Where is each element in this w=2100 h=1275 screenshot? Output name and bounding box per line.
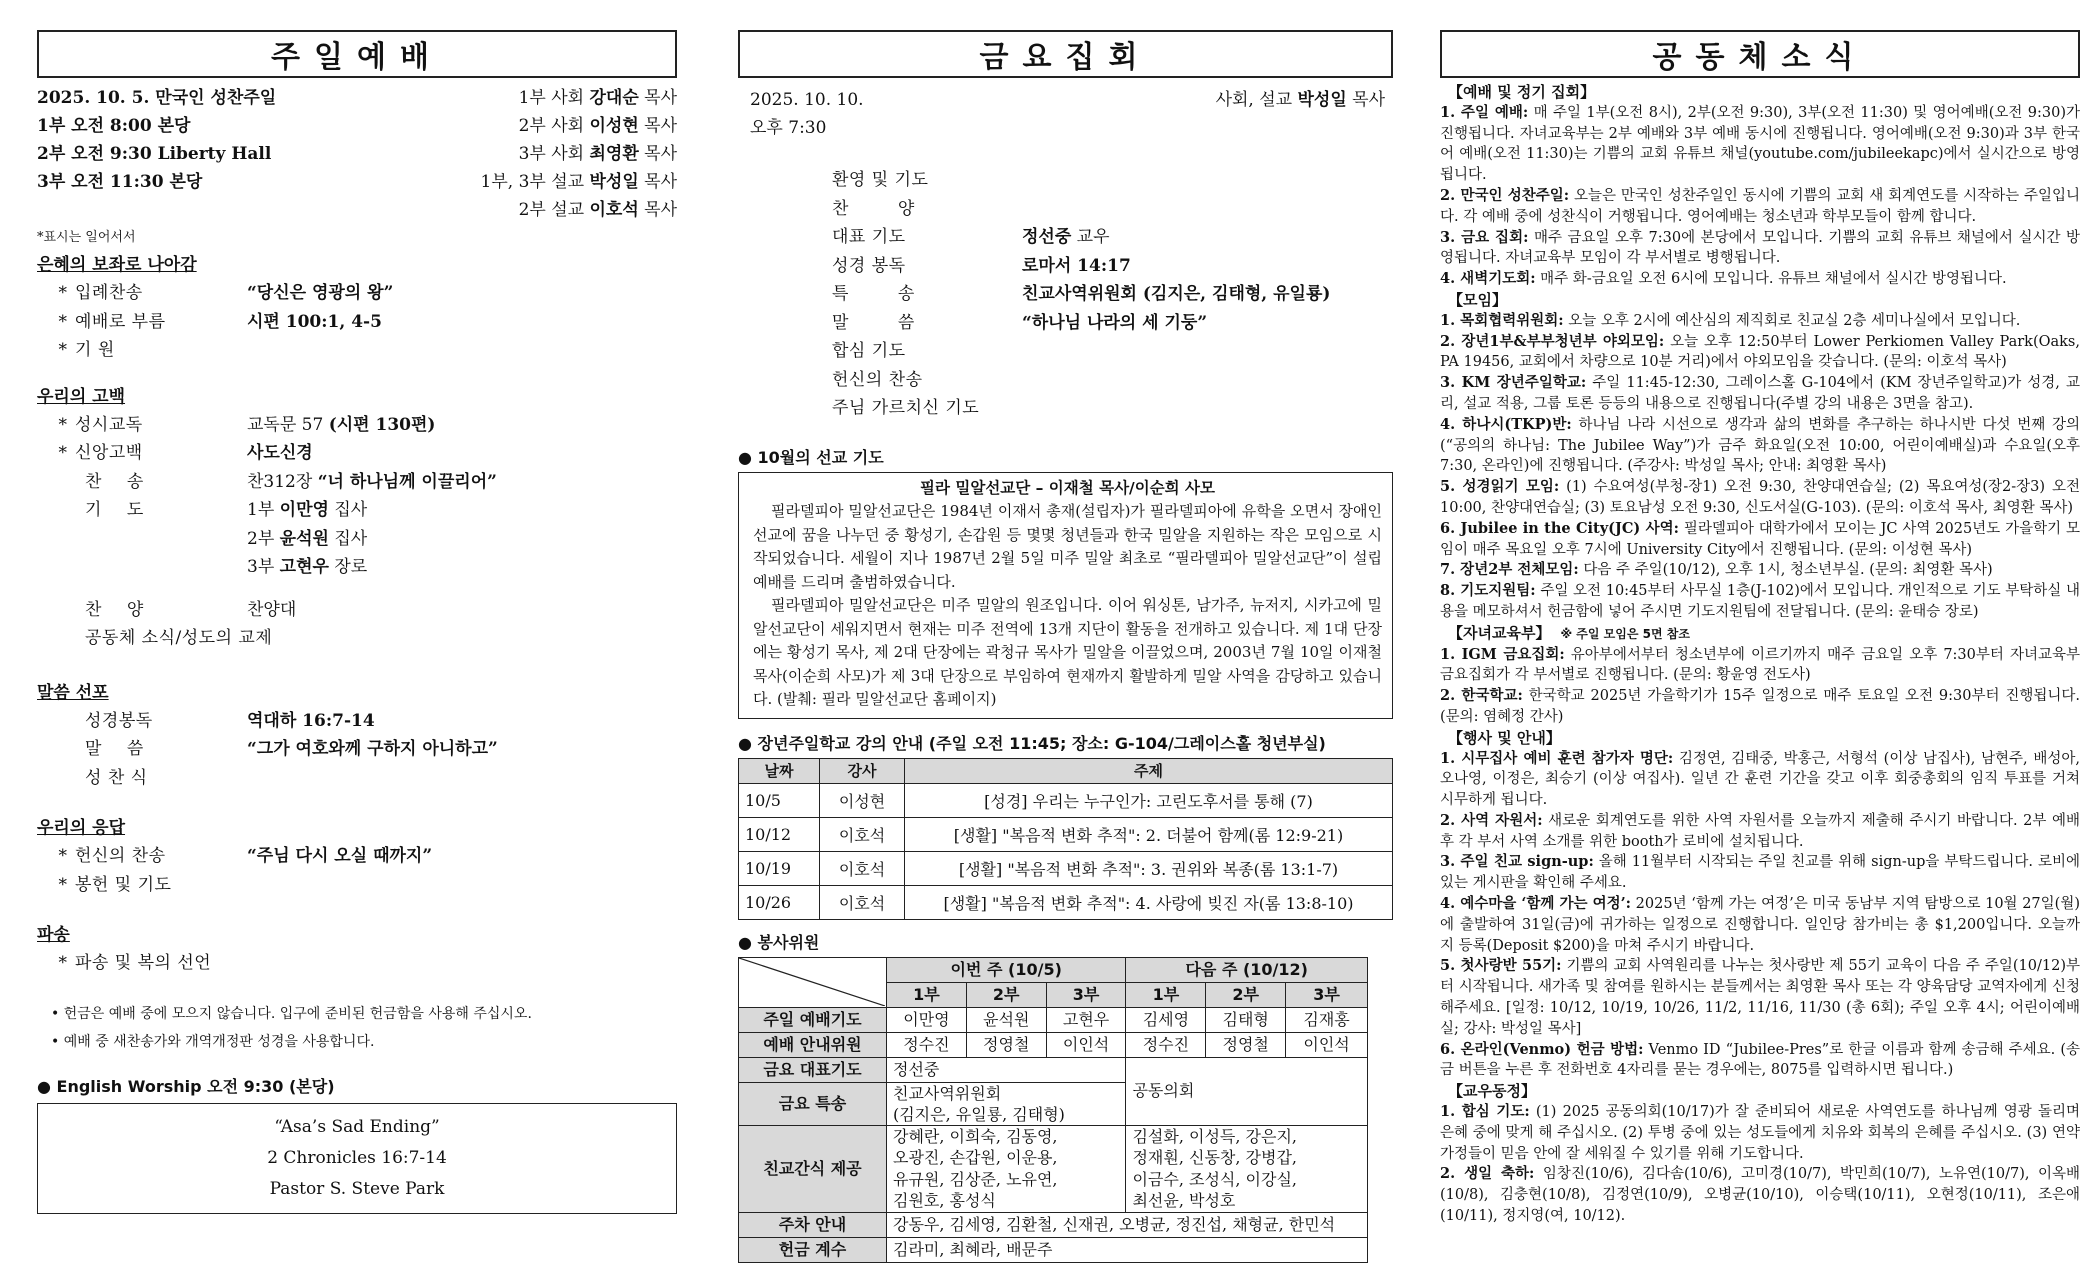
order-row: * 파송 및 복의 선언 [58, 953, 212, 973]
news-item: 8. 기도지원팀: 주일 오전 10:45부터 사무실 1층(J-102)에서 모입니다. 개인적으로 기도 부탁하실 내용을 메모하셔서 헌금함에 넣어 주시면 기도지원팀에 전달됩니다. (문의: 윤태승 장로) [1440, 582, 2081, 620]
news-item: 6. 온라인(Venmo) 헌금 방법: Venmo ID “Jubilee-Pres”로 한글 이름과 함께 송금해 주세요. (송금 버튼을 누른 후 전화번호 4자리를 묻는 경우에는, 8075를 입력하시면 됩니다.) [1440, 1040, 2080, 1079]
service-time-2: 2부 오전 9:30 Liberty Hall [37, 144, 272, 164]
friday-gathering-column [738, 30, 1393, 1263]
mission-paragraph: 필라델피아 밀알선교단은 1984년 이재서 총재(설립자)가 필라델피아에 유학을 오면서 장애인 선교에 꿈을 나누던 중 황성기, 손갑원 등 몇몇 청년들과 한국 밀알을 지원하는 작은 모임으로 시작되었습니다. 세월이 지나 1987년 2월 5일 미주 밀알 최초로 “필라델피아 밀알선교단”이 설립예배를 드리며 출범하였습니다. [753, 502, 1382, 591]
standing-note: *표시는 일어서서 [37, 230, 136, 245]
news-section-head: 【교우동정】 [1448, 1082, 1536, 1101]
order-row: 찬 양 찬양대 [85, 599, 297, 620]
news-item: 4. 하나시(TKP)반: 하나님 나라 시선으로 생각과 삶의 변화를 추구하는 하나시반 다섯 번째 강의(“공의의 하나님: The Jubilee Way”)가 금주 화요일(오전 10:00, 어린이예배실)과 수요일(오후 7:30, 온라인)에 진행됩니다. (주강사: 박성일 목사; 안내: 최영환 목사) [1440, 415, 2080, 475]
news-item: 4. 예수마을 ‘함께 가는 여정’: 2025년 ‘함께 가는 여정’은 미국 동남부 지역 탐방으로 10월 27일(월)에 출발하여 31일(금)에 귀가하는 일정으로 진행합니다. 일인당 참가비는 총 $1,200입니다. 오늘까지 등록(Deposit $200)을 마쳐 주시기 바랍니다. [1440, 895, 2080, 954]
news-item: 3. 주일 친교 sign-up: 올해 11월부터 시작되는 주일 친교를 위해 sign-up을 부탁드립니다. 로비에 있는 게시판을 확인해 주세요. [1440, 853, 2080, 892]
table-header-row [739, 957, 1368, 982]
order-row: 말 씀 “그가 여호와께 구하지 아니하고” [85, 739, 498, 759]
program-row: 헌신의 찬송 [832, 369, 923, 390]
news-item: 3. 금요 집회: 매주 금요일 오후 7:30에 본당에서 모입니다. 기쁨의 교회 유튜브 채널에서 실시간 방영됩니다. 자녀교육부 모임이 각 부서별로 병행됩니다. [1440, 228, 2081, 267]
friday-time: 오후 7:30 [750, 118, 827, 138]
order-row: 성경봉독 역대하 16:7-14 [85, 710, 375, 731]
table-row: 헌금 계수 김라미, 최혜라, 배문주 [739, 1237, 1368, 1262]
order-row: 3부 고현우 장로 [247, 557, 368, 577]
section-head: 우리의 고백 [37, 386, 126, 407]
sermon-title: “Asa’s Sad Ending” [274, 1116, 440, 1137]
program-row: 대표 기도 정선중 교우 [832, 227, 1110, 247]
news-item: 2. 생일 축하: 임창진(10/6), 김다솜(10/6), 고미경(10/7), 박민희(10/7), 노유연(10/7), 이옥배(10/8), 김충현(10/8), 김정연(10/9), 오병균(10/10), 이승택(10/11), 오현정(10/11), 조은애(10/11), 정지영(여, 10/12). [1440, 1165, 2081, 1225]
mission-paragraph: 필라델피아 밀알선교단은 미주 밀알의 원조입니다. 이어 워싱톤, 남가주, 뉴저지, 시카고에 밀알선교단이 세워지면서 현재는 미주 전역에 13개 지단이 활동을 전개하고 있습니다. 제 1대 단장에는 황성기 목사, 제 2대 단장에는 곽청규 목사가 밀알을 이끌었으며, 2003년 7월 10일 이재철 목사(이순희 사모)가 제 3대 단장으로 부임하여 현재까지 활발하게 밀알 사역을 감당하고 있습니다. (발췌: 필라 밀알선교단 홈페이지) [753, 596, 1382, 708]
service-date: 2025. 10. 5. 만국인 성찬주일 [37, 88, 277, 108]
news-item: 1. 합심 기도: (1) 2025 공동의회(10/17)가 잘 준비되어 새로운 사역연도를 하나님께 영광 돌리며 은혜 중에 맞게 해 주십시오. (2) 투병 중에 있는 성도들에게 치유와 회복의 은혜를 주십시오. (3) 연약 가정들이 믿음 안에 잘 세워질 수 있기를 위해 기도합니다. [1440, 1103, 2080, 1162]
news-body [1440, 82, 2080, 1227]
friday-host: 사회, 설교 박성일 목사 [1215, 90, 1385, 110]
order-row: 공동체 소식/성도의 교제 [85, 628, 273, 648]
volunteers-table [738, 957, 1368, 1263]
news-item: 2. 사역 자원서: 새로운 회계연도를 위한 사역 자원서를 오늘까지 제출해 주시기 바랍니다. 2부 예배 후 각 부서 사역 소개를 위한 booth가 로비에 설치됩니다. [1440, 811, 2080, 850]
friday-gathering-title: 금요집회 [738, 30, 1393, 78]
this-week-header: 이번 주 (10/5) [886, 957, 1125, 982]
section-head: 우리의 응답 [37, 818, 126, 838]
program-row: 찬 양 [832, 198, 937, 219]
lecture-heading: ● 장년주일학교 강의 안내 (주일 오전 11:45; 장소: G-104/그레이스홀 청년부실) [738, 733, 1326, 753]
news-section-head: 【모임】 [1448, 290, 1507, 309]
preacher: Pastor S. Steve Park [269, 1178, 445, 1199]
diagonal-cell [739, 957, 887, 1007]
order-row: * 기 원 [58, 340, 115, 360]
english-worship-heading: ● English Worship 오전 9:30 (본당) [37, 1076, 335, 1096]
role-line: 3부 사회 최영환 목사 [518, 144, 677, 164]
order-row: 성 찬 식 [85, 767, 148, 788]
section-note: ※ 주일 모임은 5면 참조 [1560, 626, 1690, 641]
news-section-head: 【자녀교육부】 ※ 주일 모임은 5면 참조 [1448, 623, 1690, 642]
role-line: 1부, 3부 설교 박성일 목사 [480, 172, 677, 192]
sunday-worship-title: 주일예배 [37, 30, 677, 78]
table-row: 10/12 이호석 [생활] "복음적 변화 추적": 2. 더불어 함께(롬 12:9-21) [739, 817, 1393, 851]
table-row: 예배 안내위원 정수진 정영철 이인석 정수진 정영철 이인석 [739, 1032, 1368, 1057]
table-header-row: 날짜 강사 주제 [739, 758, 1393, 783]
service-time-3: 3부 오전 11:30 본당 [37, 172, 203, 192]
program-row: 성경 봉독 로마서 14:17 [832, 255, 1131, 276]
news-item: 2. 한국학교: 한국학교 2025년 가을학기가 15주 일정으로 매주 토요일 오전 9:30부터 진행됩니다. (문의: 염혜정 간사) [1440, 687, 2080, 725]
news-item: 3. KM 장년주일학교: 주일 11:45-12:30, 그레이스홀 G-104에서 (KM 장년주일학교)가 성경, 교리, 설교 적용, 그룹 토론 등등의 내용으로 진행됩니다(주별 강의 내용은 3면을 참고). [1440, 374, 2080, 412]
section-head: 파송 [37, 925, 70, 945]
table-row: 10/26 이호석 [생활] "복음적 변화 추적": 4. 사랑에 빚진 자(롬 13:8-10) [739, 885, 1393, 919]
news-item: 1. 목회협력위원회: 오늘 오후 2시에 예산심의 제직회로 친교실 2층 세미나실에서 모입니다. [1440, 311, 2021, 329]
news-item: 5. 첫사랑반 55기: 기쁨의 교회 사역원리를 나누는 첫사랑반 제 55기 교육이 다음 주 주일(10/12)부터 시작됩니다. 새가족 및 참여를 원하시는 분들께서는 최영환 목사 또는 각 양육담당 교역자에게 신청해주세요. [일정: 10/12, 10/19, 10/26, 11/2, 11/16, 11/30 (총 6회); 주일 오후 4시; 어린이예배실; 강사: 박성일 목사] [1440, 957, 2080, 1037]
sunday-worship-column [37, 30, 677, 1214]
order-row: * 성시교독 교독문 57 (시편 130편) [58, 414, 436, 435]
news-item: 2. 장년1부&부부청년부 야외모임: 오늘 오후 12:50부터 Lower Perkiomen Valley Park(Oaks, PA 19456, 교회에서 차량으로 10분 거리)에서 야외모임을 갖습니다. (문의: 이호석 목사) [1440, 332, 2080, 371]
news-item: 1. 주일 예배: 매 주일 1부(오전 8시), 2부(오전 9:30), 3부(오전 11:30) 및 영어예배(오전 9:30)가 진행됩니다. 자녀교육부는 2부 예배와 3부 예배 동시에 진행됩니다. 영어예배(오전 9:30)과 3부 한국어 예배(오전 11:30)는 기쁨의 교회 유튜브 채널(youtube.com/jubileekapc)에서 실시간으로 방영됩니다. [1440, 103, 2080, 184]
table-row: 친교간식 제공 강혜란, 이희숙, 김동영, 오광진, 손갑원, 이운용, 유규원, 김상준, 노유연, 김원호, 홍성식 김설화, 이성득, 강은지, 정재훤, 신동창, 강병갑, 이금수, 조성식, 이강실, 최선윤, 박성호 [739, 1125, 1368, 1212]
news-section-head: 【행사 및 안내】 [1448, 728, 1561, 747]
mission-prayer-heading: ● 10월의 선교 기도 [738, 447, 884, 467]
english-worship-box [37, 1103, 677, 1214]
news-item: 6. Jubilee in the City(JC) 사역: 필라델피아 대학가에서 모이는 JC 사역 2025년도 가을학기 모임이 매주 목요일 오후 7시에 University City에서 진행됩니다. (문의: 이성현 목사) [1440, 519, 2080, 558]
order-row: * 봉헌 및 기도 [58, 874, 172, 895]
news-item: 1. 시무집사 예비 훈련 참가자 명단: 김정연, 김태중, 박홍근, 서형석 (이상 남집사), 남현주, 배성아, 오나영, 이정은, 최승기 (이상 여집사). 일년 간 훈련 기간을 갖고 이후 회중총회의 임직 투표를 거쳐 시무하게 됩니다. [1440, 749, 2080, 809]
table-row: 금요 특송 친교사역위원회 (김지은, 유일룡, 김태형) [739, 1082, 1368, 1125]
table-row: 10/5 이성현 [성경] 우리는 누구인가: 고린도후서를 통해 (7) [739, 783, 1393, 817]
community-news-title: 공동체소식 [1440, 30, 2080, 78]
role-line: 2부 사회 이성현 목사 [518, 116, 677, 136]
section-head: 말씀 선포 [37, 682, 109, 703]
news-section-head: 【예배 및 정기 집회】 [1448, 83, 1596, 101]
note-item: • 예배 중 새찬송가와 개역개정판 성경을 사용합니다. [51, 1033, 375, 1050]
news-item: 4. 새벽기도회: 매주 화-금요일 오전 6시에 모입니다. 유튜브 채널에서 실시간 방영됩니다. [1440, 270, 2007, 288]
note-item: • 헌금은 예배 중에 모으지 않습니다. 입구에 준비된 헌금함을 사용해 주십시오. [51, 1005, 532, 1022]
next-week-header: 다음 주 (10/12) [1126, 957, 1368, 982]
community-news-column [1440, 30, 2080, 1227]
order-row: 기 도 1부 이만영 집사 [85, 500, 368, 520]
program-row: 주님 가르치신 기도 [832, 398, 980, 418]
news-item: 5. 성경읽기 모임: (1) 수요여성(부청-장1) 오전 9:30, 찬양대연습실; (2) 목요여성(장2-장3) 오전 10:00, 찬양대연습실; (3) 토요남성 오전 9:30, 신도서실(G-103). (문의: 이호석 목사, 최영환 목사) [1440, 478, 2080, 516]
table-row: 10/19 이호석 [생활] "복음적 변화 추적": 3. 권위와 복종(롬 13:1-7) [739, 851, 1393, 885]
order-row: * 입례찬송 “당신은 영광의 왕” [58, 283, 394, 303]
table-row: 주차 안내 강동우, 김세영, 김환철, 신재권, 오병균, 정진섭, 채형균, 한민석 [739, 1212, 1368, 1237]
program-row: 특 송 친교사역위원회 (김지은, 김태형, 유일룡) [832, 284, 1331, 304]
mission-title: 필라 밀알선교단 – 이재철 목사/이순희 사모 [920, 478, 1215, 497]
section-head: 은혜의 보좌로 나아감 [37, 255, 197, 275]
table-row: 금요 대표기도 정선중 공동의회 [739, 1057, 1368, 1082]
program-row: 말 씀 “하나님 나라의 세 기둥” [832, 312, 1208, 333]
friday-program [832, 166, 1393, 423]
scripture: 2 Chronicles 16:7-14 [267, 1147, 447, 1168]
order-row: * 예배로 부름 시편 100:1, 4-5 [58, 311, 382, 332]
service-info [37, 84, 677, 224]
service-roles [481, 84, 677, 224]
program-row: 환영 및 기도 [832, 170, 929, 190]
notes [37, 1000, 677, 1056]
lecture-table [738, 758, 1393, 920]
table-header-row: 1부 2부 3부 1부 2부 3부 [739, 982, 1368, 1007]
order-row: * 헌신의 찬송 “주님 다시 오실 때까지” [58, 846, 433, 866]
diagonal-line [739, 958, 885, 1006]
volunteers-heading: ● 봉사위원 [738, 932, 820, 952]
friday-date: 2025. 10. 10. [750, 90, 864, 110]
service-time-1: 1부 오전 8:00 본당 [37, 116, 191, 136]
order-row: 2부 윤석원 집사 [247, 528, 368, 549]
news-item: 1. IGM 금요집회: 유아부에서부터 청소년부에 이르기까지 매주 금요일 오후 7:30부터 자녀교육부 금요집회가 각 부서별로 진행됩니다. (문의: 황윤영 전도사) [1440, 645, 2080, 684]
friday-info [738, 86, 1393, 166]
role-line: 1부 사회 강대순 목사 [518, 88, 677, 108]
mission-prayer-box [738, 472, 1393, 719]
news-item: 7. 장년2부 전체모임: 다음 주 주일(10/12), 오후 1시, 청소년부실. (문의: 최영환 목사) [1440, 561, 1993, 579]
next-week-merged: 공동의회 [1126, 1057, 1368, 1125]
role-line: 2부 설교 이호석 목사 [518, 200, 677, 220]
order-row: * 신앙고백 사도신경 [58, 443, 313, 463]
news-item: 2. 만국인 성찬주일: 오늘은 만국인 성찬주일인 동시에 기쁨의 교회 새 회계연도를 시작하는 주일입니다. 각 예배 중에 성찬식이 거행됩니다. 영어예배는 청소년과 학부모들이 함께 합니다. [1440, 186, 2080, 225]
program-row: 합심 기도 [832, 341, 906, 361]
table-row: 주일 예배기도 이만영 윤석원 고현우 김세영 김태형 김재홍 [739, 1007, 1368, 1032]
order-row: 찬 송 찬312장 “너 하나님께 이끌리어” [85, 471, 497, 492]
